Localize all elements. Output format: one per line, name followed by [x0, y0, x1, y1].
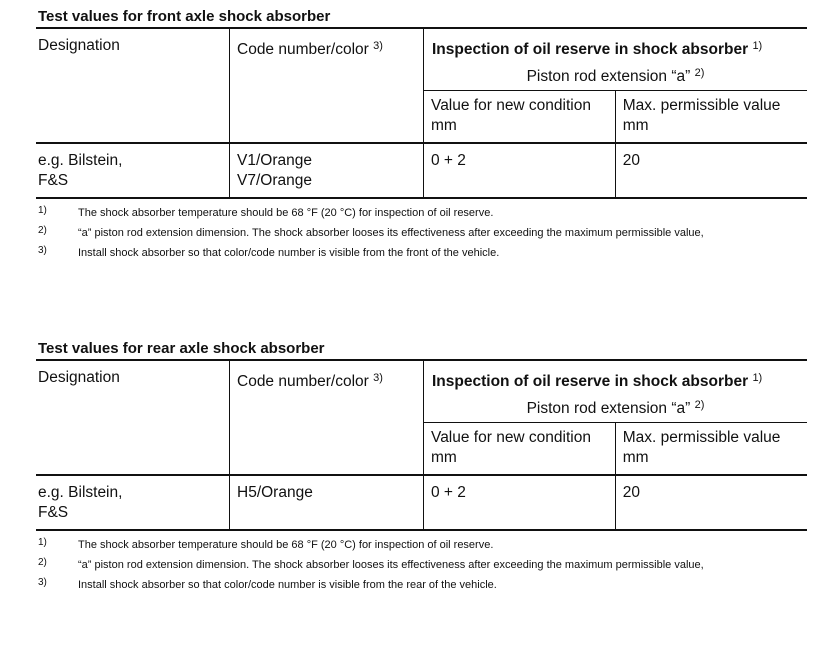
- header-new-condition: [424, 91, 616, 144]
- designation-line1: e.g. Bilstein,: [38, 152, 123, 169]
- footnote: [36, 247, 807, 260]
- header-code-ref: 3): [373, 372, 383, 384]
- cell-max-value: [615, 475, 807, 530]
- cell-new-value: [424, 143, 616, 198]
- footnote-text: The shock absorber temperature should be 68 °F (20 °C) for inspection of oil reserve.: [78, 207, 494, 219]
- header-inspection-text: Inspection of oil reserve in shock absorber: [432, 373, 749, 390]
- header-new-condition-unit: mm: [431, 449, 457, 466]
- footnote: [36, 207, 807, 220]
- footnote: [36, 227, 807, 240]
- cell-max-value: [615, 143, 807, 198]
- header-new-condition-text: Value for new condition: [431, 429, 591, 446]
- header-inspection: [424, 360, 808, 423]
- footnote-number: 1): [38, 205, 47, 216]
- cell-code: [230, 475, 424, 530]
- table-row: [36, 143, 807, 198]
- rear-footnotes: [36, 539, 807, 592]
- front-axle-title: Test values for front axle shock absorber: [38, 8, 331, 25]
- front-axle-section: [36, 8, 807, 267]
- rear-axle-table: [36, 359, 807, 531]
- new-value: 0 + 2: [431, 152, 466, 169]
- header-inspection-text: Inspection of oil reserve in shock absorber: [432, 41, 749, 58]
- header-inspection: [424, 28, 808, 91]
- header-inspection-ref: 1): [752, 372, 763, 384]
- table-row: [36, 475, 807, 530]
- footnote: [36, 539, 807, 552]
- footnote-text: “a” piston rod extension dimension. The shock absorber looses its effectiveness after exceeding the maximum permissible value,: [78, 559, 704, 571]
- footnote-number: 2): [38, 225, 47, 236]
- code-line2: V7/Orange: [237, 172, 312, 189]
- designation-line2: F&S: [38, 504, 69, 521]
- header-piston-text: Piston rod extension “a”: [526, 400, 691, 417]
- header-new-condition: [424, 423, 616, 476]
- footnote-text: The shock absorber temperature should be 68 °F (20 °C) for inspection of oil reserve.: [78, 539, 494, 551]
- max-value: 20: [622, 152, 640, 169]
- header-new-condition-text: Value for new condition: [431, 97, 591, 114]
- footnote-number: 3): [38, 245, 47, 256]
- header-code-text: Code number/color: [237, 41, 369, 58]
- header-max-value: [615, 91, 807, 144]
- header-max-value-text: Max. permissible value: [622, 97, 781, 114]
- cell-code: [230, 143, 424, 198]
- cell-designation: [36, 143, 230, 198]
- footnote-text: “a” piston rod extension dimension. The shock absorber looses its effectiveness after exceeding the maximum permissible value,: [78, 227, 704, 239]
- header-code: [230, 28, 424, 143]
- designation-line2: F&S: [38, 172, 69, 189]
- header-max-value: [615, 423, 807, 476]
- header-code-text: Code number/color: [237, 373, 369, 390]
- front-footnotes: [36, 207, 807, 260]
- footnote-number: 1): [38, 537, 47, 548]
- header-inspection-ref: 1): [752, 40, 763, 52]
- header-piston-text: Piston rod extension “a”: [526, 68, 691, 85]
- header-designation-text: Designation: [38, 37, 120, 54]
- code-line1: H5/Orange: [237, 484, 313, 501]
- footnote: [36, 579, 807, 592]
- header-max-value-text: Max. permissible value: [622, 429, 781, 446]
- header-designation: [36, 28, 230, 143]
- header-new-condition-unit: mm: [431, 117, 457, 134]
- rear-axle-section: [36, 340, 807, 599]
- header-designation-text: Designation: [38, 369, 120, 386]
- footnote-number: 3): [38, 577, 47, 588]
- front-axle-table: [36, 27, 807, 199]
- cell-designation: [36, 475, 230, 530]
- header-piston-ref: 2): [694, 399, 705, 411]
- cell-new-value: [424, 475, 616, 530]
- new-value: 0 + 2: [431, 484, 466, 501]
- header-code-ref: 3): [373, 40, 383, 52]
- rear-axle-title: Test values for rear axle shock absorber: [38, 340, 325, 357]
- max-value: 20: [622, 484, 640, 501]
- footnote-text: Install shock absorber so that color/code number is visible from the rear of the vehicle.: [78, 579, 497, 591]
- footnote-number: 2): [38, 557, 47, 568]
- designation-line1: e.g. Bilstein,: [38, 484, 123, 501]
- header-code: [230, 360, 424, 475]
- header-max-value-unit: mm: [622, 117, 649, 134]
- header-max-value-unit: mm: [622, 449, 649, 466]
- header-piston-ref: 2): [694, 67, 705, 79]
- header-designation: [36, 360, 230, 475]
- footnote: [36, 559, 807, 572]
- code-line1: V1/Orange: [237, 152, 312, 169]
- footnote-text: Install shock absorber so that color/code number is visible from the front of the vehicle.: [78, 247, 500, 259]
